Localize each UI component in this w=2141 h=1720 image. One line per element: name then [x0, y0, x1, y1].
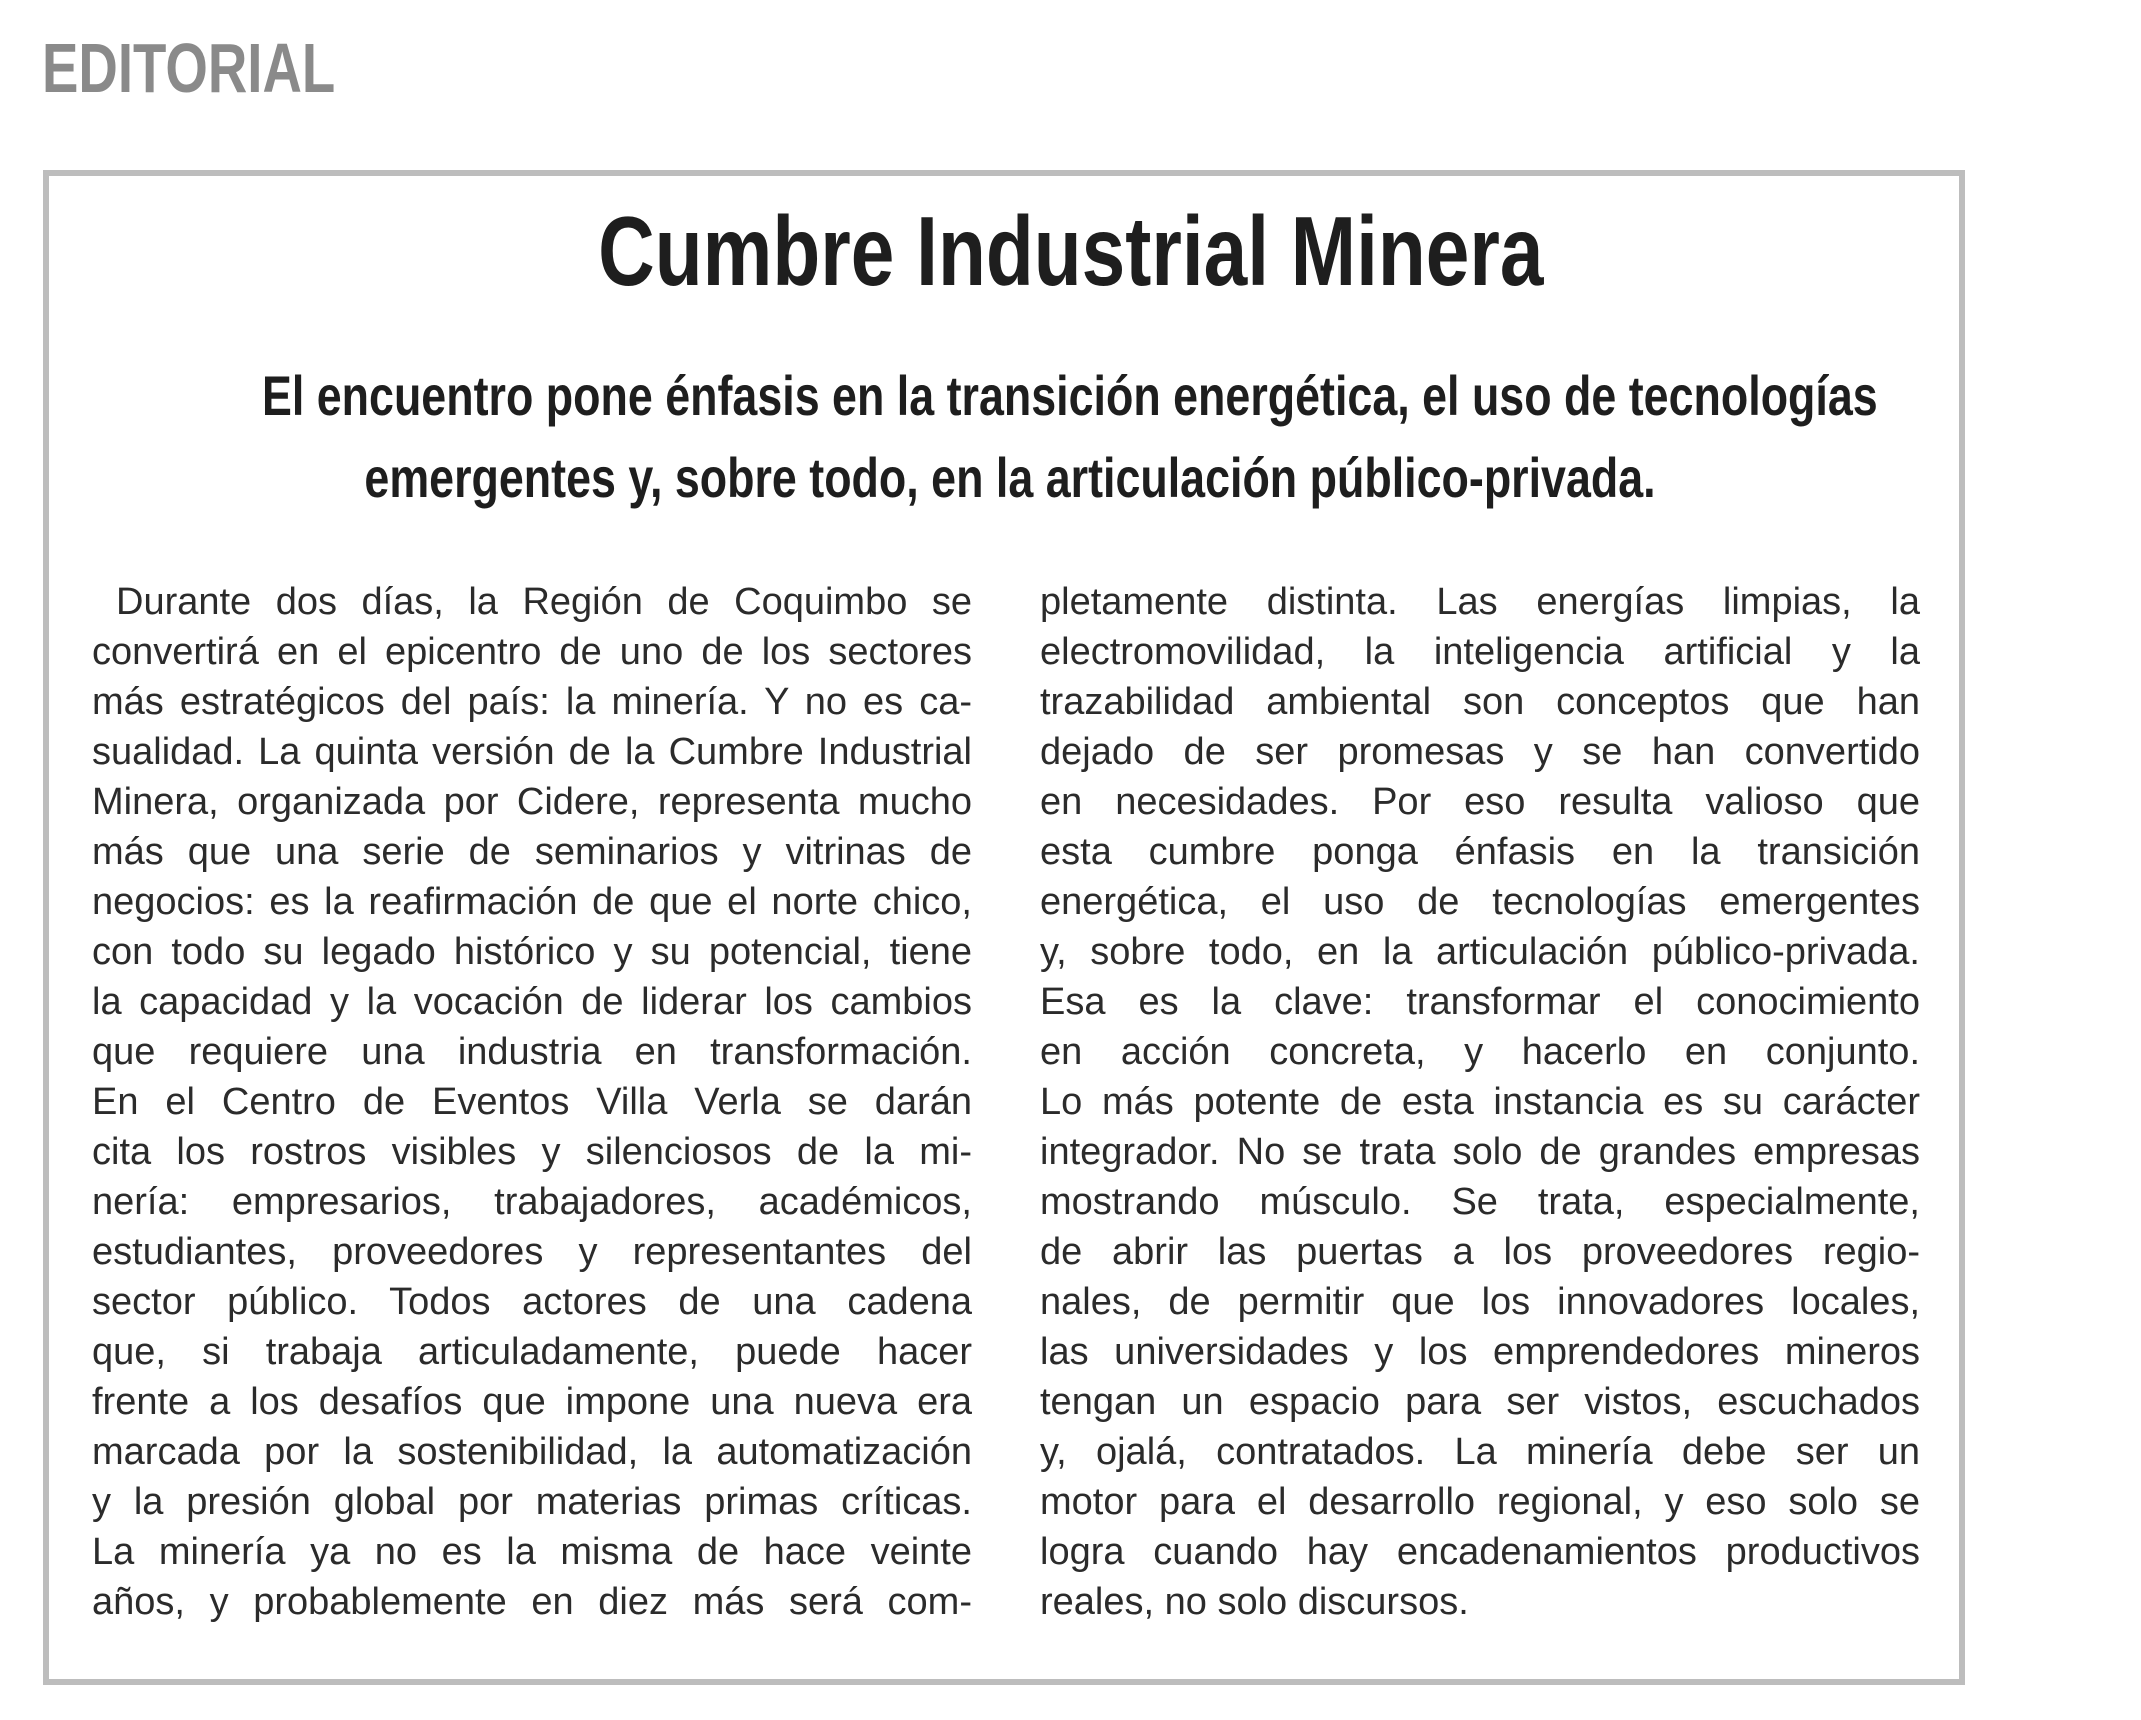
body-text-line: nería: empresarios, trabajadores, académicos, — [92, 1181, 972, 1223]
body-text-line: integrador. No se trata solo de grandes empresas — [1040, 1131, 1920, 1173]
body-text-line: más estratégicos del país: la minería. Y no es ca- — [92, 681, 972, 723]
body-text-line: Minera, organizada por Cidere, representa mucho — [92, 781, 972, 823]
body-text-line: La minería ya no es la misma de hace veinte — [92, 1531, 972, 1573]
article-deck — [60, 355, 1960, 519]
body-text-line: sualidad. La quinta versión de la Cumbre Industrial — [92, 731, 972, 773]
body-text-line: con todo su legado histórico y su potencial, tiene — [92, 931, 972, 973]
body-text-line: nales, de permitir que los innovadores locales, — [1040, 1281, 1920, 1323]
deck-line-text: El encuentro pone énfasis en la transición energética, el uso de tecnologías — [261, 364, 1878, 427]
body-text-line: pletamente distinta. Las energías limpias, la — [1040, 581, 1920, 623]
body-text-line: Esa es la clave: transformar el conocimiento — [1040, 981, 1920, 1023]
body-text-line: cita los rostros visibles y silenciosos de la mi- — [92, 1131, 972, 1173]
body-text-line: mostrando músculo. Se trata, especialmente, — [1040, 1181, 1920, 1223]
deck-line-text: emergentes y, sobre todo, en la articulación público-privada. — [364, 446, 1656, 509]
deck-line — [60, 437, 1960, 519]
body-text-line: sector público. Todos actores de una cadena — [92, 1281, 972, 1323]
body-text-line: más que una serie de seminarios y vitrinas de — [92, 831, 972, 873]
body-text-line: marcada por la sostenibilidad, la automatización — [92, 1431, 972, 1473]
section-label: EDITORIAL — [42, 29, 336, 107]
body-text-line: estudiantes, proveedores y representantes del — [92, 1231, 972, 1273]
body-text-line: que, si trabaja articuladamente, puede hacer — [92, 1331, 972, 1373]
deck-line — [60, 355, 1960, 437]
body-text-line: frente a los desafíos que impone una nueva era — [92, 1381, 972, 1423]
body-text-line: en necesidades. Por eso resulta valioso que — [1040, 781, 1920, 823]
body-text-line: de abrir las puertas a los proveedores regio- — [1040, 1231, 1920, 1273]
headline-text: Cumbre Industrial Minera — [597, 196, 1544, 306]
body-text-line: logra cuando hay encadenamientos productivos — [1040, 1531, 1920, 1573]
body-text-line: y, sobre todo, en la articulación público-privada. — [1040, 931, 1920, 973]
body-text-line: tengan un espacio para ser vistos, escuchados — [1040, 1381, 1920, 1423]
body-text-line: En el Centro de Eventos Villa Verla se darán — [92, 1081, 972, 1123]
body-text-line: y, ojalá, contratados. La minería debe ser un — [1040, 1431, 1920, 1473]
body-column-left — [92, 577, 972, 1627]
body-column-right — [1040, 577, 1920, 1627]
body-text-line: reales, no solo discursos. — [1040, 1581, 1469, 1623]
body-text-line: negocios: es la reafirmación de que el norte chico, — [92, 881, 972, 923]
body-text-line: la capacidad y la vocación de liderar los cambios — [92, 981, 972, 1023]
body-text-line: Lo más potente de esta instancia es su carácter — [1040, 1081, 1920, 1123]
body-text-line: trazabilidad ambiental son conceptos que han — [1040, 681, 1920, 723]
article-headline — [0, 195, 2141, 307]
body-text-line: en acción concreta, y hacerlo en conjunto. — [1040, 1031, 1920, 1073]
body-text-line: Durante dos días, la Región de Coquimbo se — [116, 581, 972, 623]
body-text-line: esta cumbre ponga énfasis en la transición — [1040, 831, 1920, 873]
body-text-line: dejado de ser promesas y se han convertido — [1040, 731, 1920, 773]
body-text-line: electromovilidad, la inteligencia artificial y la — [1040, 631, 1920, 673]
body-text-line: las universidades y los emprendedores mineros — [1040, 1331, 1920, 1373]
body-text-line: convertirá en el epicentro de uno de los sectores — [92, 631, 972, 673]
body-text-line: motor para el desarrollo regional, y eso solo se — [1040, 1481, 1920, 1523]
body-text-line: años, y probablemente en diez más será com- — [92, 1581, 972, 1623]
body-text-line: energética, el uso de tecnologías emergentes — [1040, 881, 1920, 923]
body-text-line: y la presión global por materias primas críticas. — [92, 1481, 972, 1523]
body-text-line: que requiere una industria en transformación. — [92, 1031, 972, 1073]
